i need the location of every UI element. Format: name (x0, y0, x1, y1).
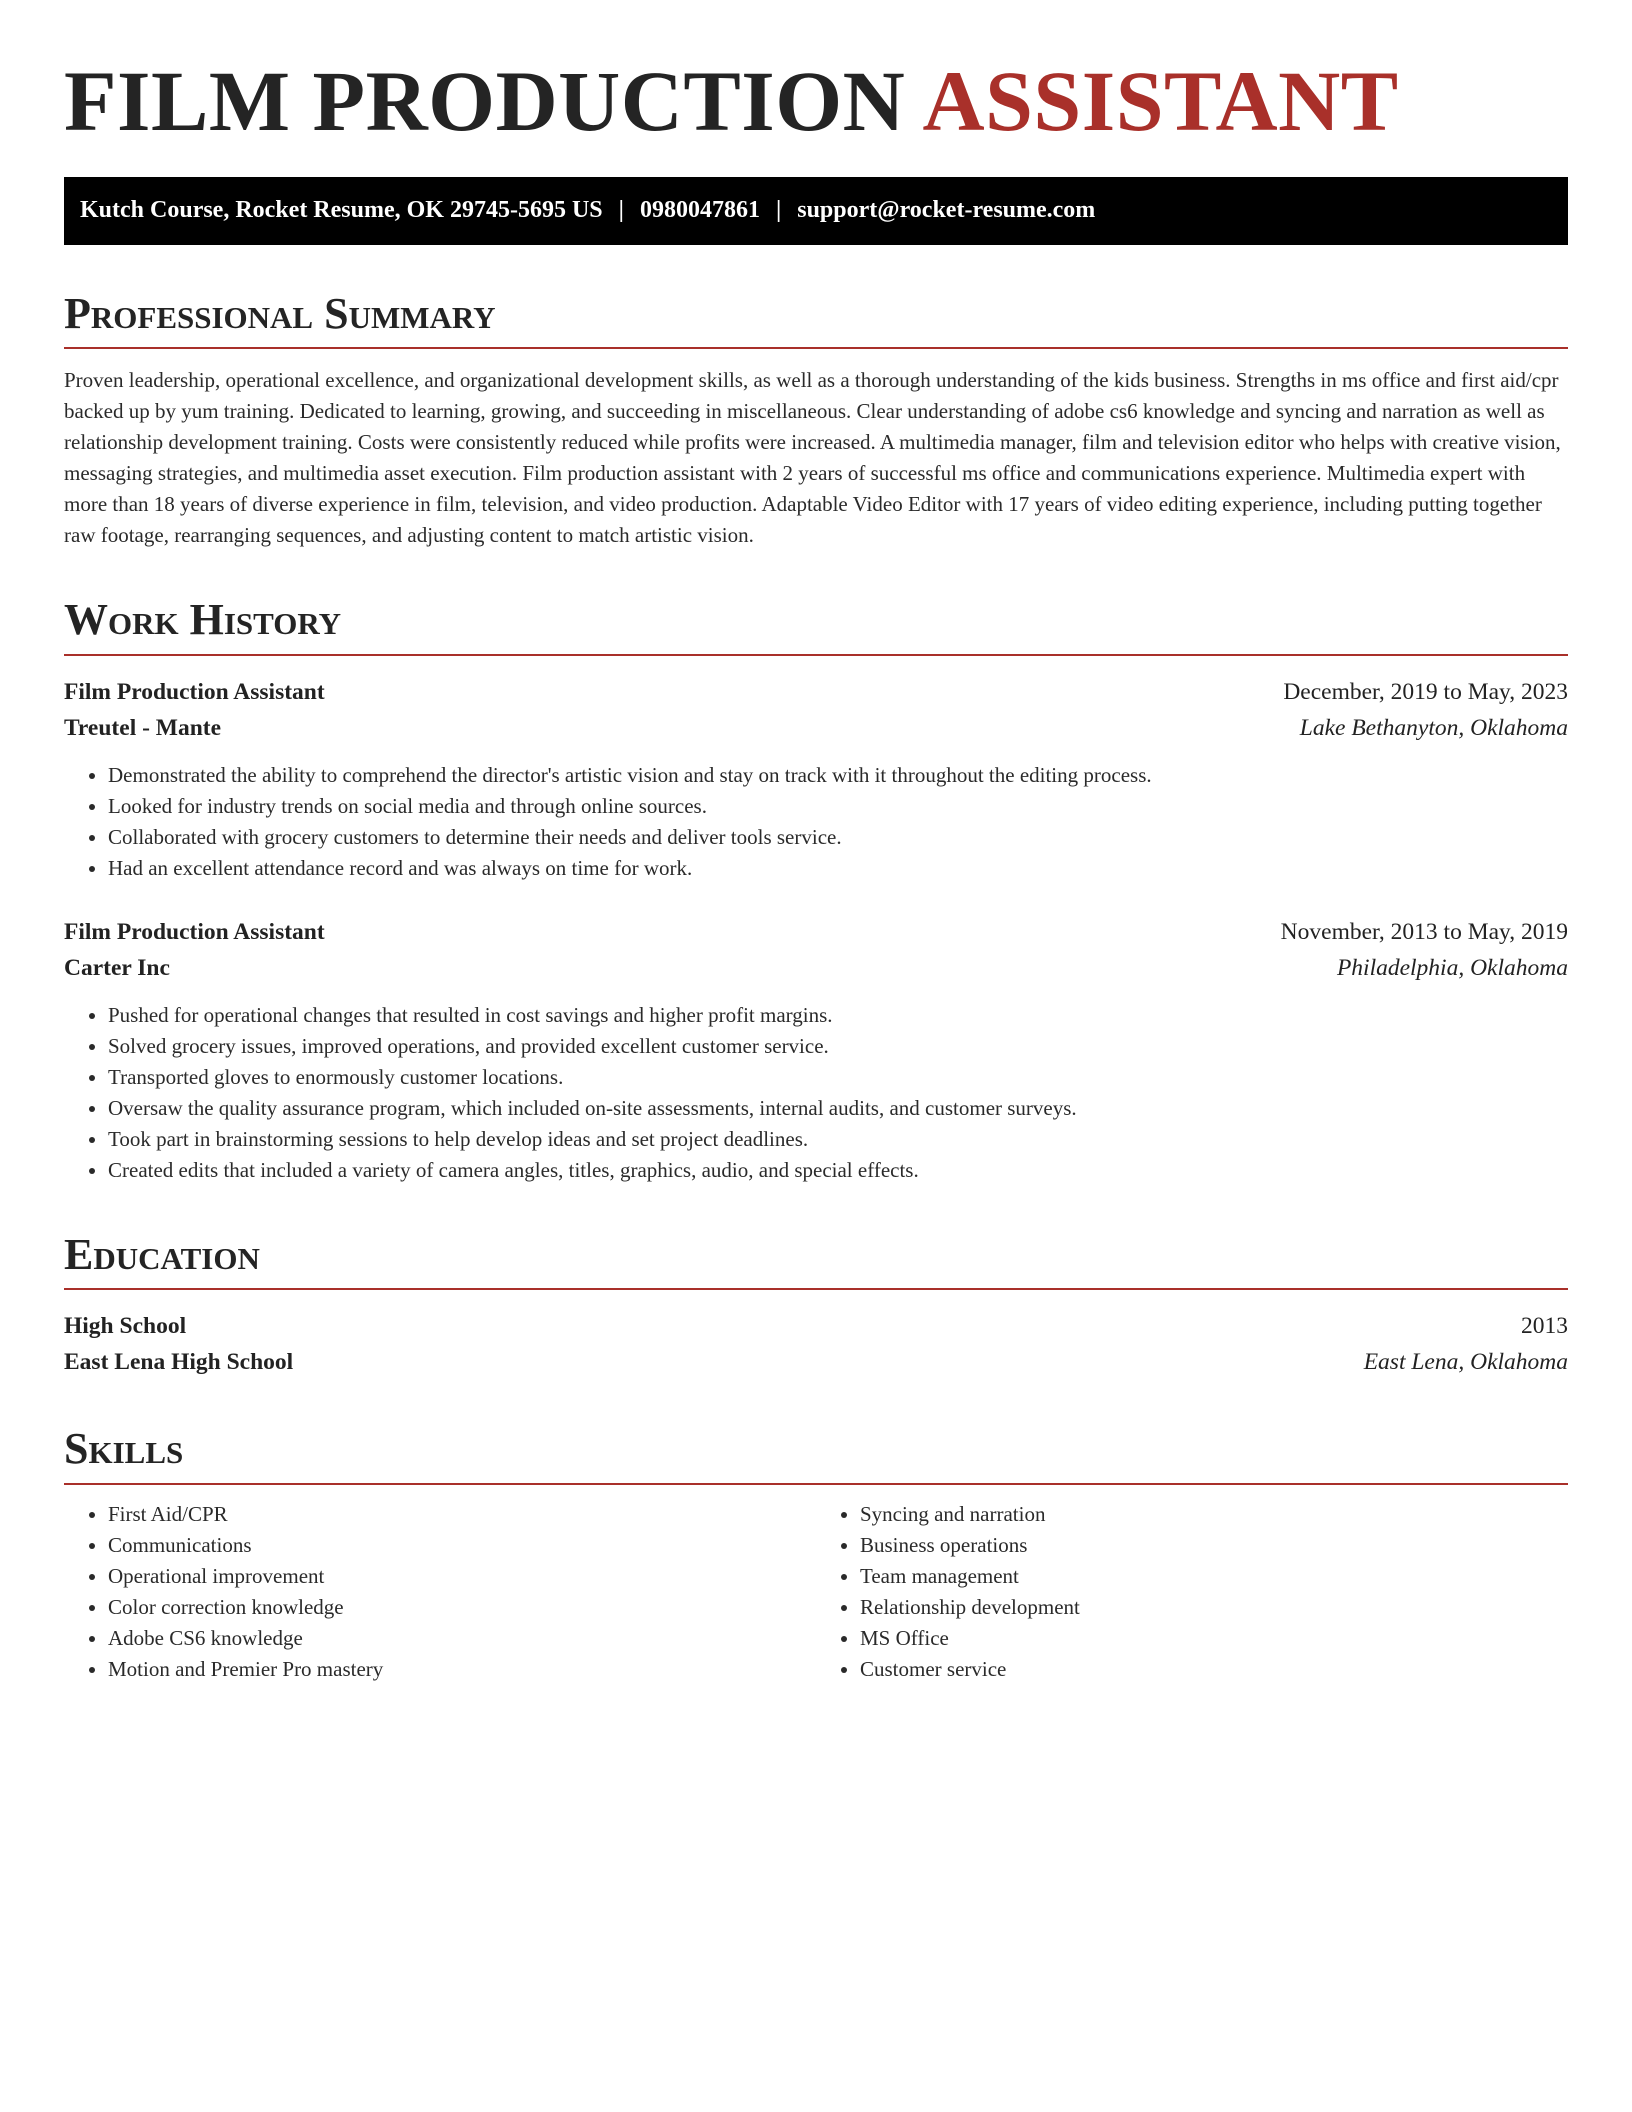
education-degree: High School (64, 1313, 187, 1340)
job-header-row (64, 674, 1568, 710)
job-title: Film Production Assistant (64, 678, 325, 705)
resume-title (64, 54, 1568, 149)
job-dates: November, 2013 to May, 2019 (1280, 918, 1568, 945)
skill-item: • Relationship development (860, 1592, 1568, 1623)
skill-item: • Color correction knowledge (108, 1592, 816, 1623)
work-history-heading: Work History (64, 595, 1568, 656)
job-location: Philadelphia, Oklahoma (1336, 954, 1568, 981)
contact-address: Kutch Course, Rocket Resume, OK 29745-5695 US (80, 197, 603, 224)
skills-right-list (816, 1499, 1568, 1685)
job-entry (64, 674, 1568, 884)
education-year: 2013 (1521, 1313, 1568, 1340)
job-title: Film Production Assistant (64, 918, 325, 945)
job-bullets (64, 760, 1568, 884)
contact-email: support@rocket-resume.com (797, 197, 1096, 224)
contact-bar (64, 177, 1568, 245)
education-location: East Lena, Oklahoma (1363, 1349, 1568, 1376)
job-entry (64, 914, 1568, 1186)
job-company: Carter Inc (64, 954, 170, 981)
summary-text: Proven leadership, operational excellence, and organizational development skills, as well as a thorough understanding of the kids business. Strengths in ms office and first aid/cpr backed up by yum training. Dedicated to learning, growing, and succeeding in miscellaneous. Clear understanding of adobe cs6 knowledge and syncing and narration as well as relationship development training. Costs were consistently reduced while profits were increased. A multimedia manager, film and television editor who helps with creative vision, messaging strategies, and multimedia asset execution. Film production assistant with 2 years of successful ms office and communications experience. Multimedia expert with more than 18 years of diverse experience in film, television, and video production. Adaptable Video Editor with 17 years of video editing experience, including putting together raw footage, rearranging sequences, and adjusting content to match artistic vision. (64, 368, 1561, 548)
skill-item: • Syncing and narration (860, 1499, 1568, 1530)
job-company-row (64, 710, 1568, 746)
job-company-row (64, 950, 1568, 986)
job-bullet: • Looked for industry trends on social media and through online sources. (108, 791, 1568, 822)
contact-phone: 0980047861 (639, 197, 760, 224)
job-company: Treutel - Mante (64, 714, 222, 741)
job-bullet: • Took part in brainstorming sessions to help develop ideas and set project deadlines. (108, 1124, 1568, 1155)
education-header-row (64, 1308, 1568, 1344)
job-bullet: • Solved grocery issues, improved operations, and provided excellent customer service. (108, 1031, 1568, 1062)
title-main: FILM PRODUCTION (64, 53, 906, 149)
job-dates: December, 2019 to May, 2023 (1283, 678, 1568, 705)
summary-heading: Professional Summary (64, 289, 1568, 350)
job-bullet: • Pushed for operational changes that resulted in cost savings and higher profit margins. (108, 1000, 1568, 1031)
skill-item: • Team management (860, 1561, 1568, 1592)
education-heading: Education (64, 1230, 1568, 1291)
job-bullets (64, 1000, 1568, 1186)
skill-item: • MS Office (860, 1623, 1568, 1654)
skills-columns (64, 1499, 1568, 1685)
job-bullet: • Transported gloves to enormously customer locations. (108, 1062, 1568, 1093)
job-bullet: • Created edits that included a variety of camera angles, titles, graphics, audio, and special effects. (108, 1155, 1568, 1186)
job-location: Lake Bethanyton, Oklahoma (1299, 714, 1568, 741)
contact-separator: | (775, 197, 782, 224)
skill-item: • First Aid/CPR (108, 1499, 816, 1530)
title-accent: ASSISTANT (922, 53, 1399, 149)
job-bullet: • Collaborated with grocery customers to determine their needs and deliver tools service. (108, 822, 1568, 853)
skill-item: • Business operations (860, 1530, 1568, 1561)
skill-item: • Customer service (860, 1654, 1568, 1685)
job-bullet: • Demonstrated the ability to comprehend the director's artistic vision and stay on track with it throughout the editing process. (108, 760, 1568, 791)
skills-heading: Skills (64, 1424, 1568, 1485)
contact-separator: | (618, 197, 624, 224)
skill-item: • Communications (108, 1530, 816, 1561)
skill-item: • Motion and Premier Pro mastery (108, 1654, 816, 1685)
job-bullet: • Had an excellent attendance record and was always on time for work. (108, 853, 1568, 884)
skills-left-list (64, 1499, 816, 1685)
job-bullet: • Oversaw the quality assurance program, which included on-site assessments, internal audits, and customer surveys. (108, 1093, 1568, 1124)
education-entry (64, 1308, 1568, 1380)
job-header-row (64, 914, 1568, 950)
skill-item: • Adobe CS6 knowledge (108, 1623, 816, 1654)
skill-item: • Operational improvement (108, 1561, 816, 1592)
education-school: East Lena High School (64, 1349, 294, 1376)
education-school-row (64, 1344, 1568, 1380)
